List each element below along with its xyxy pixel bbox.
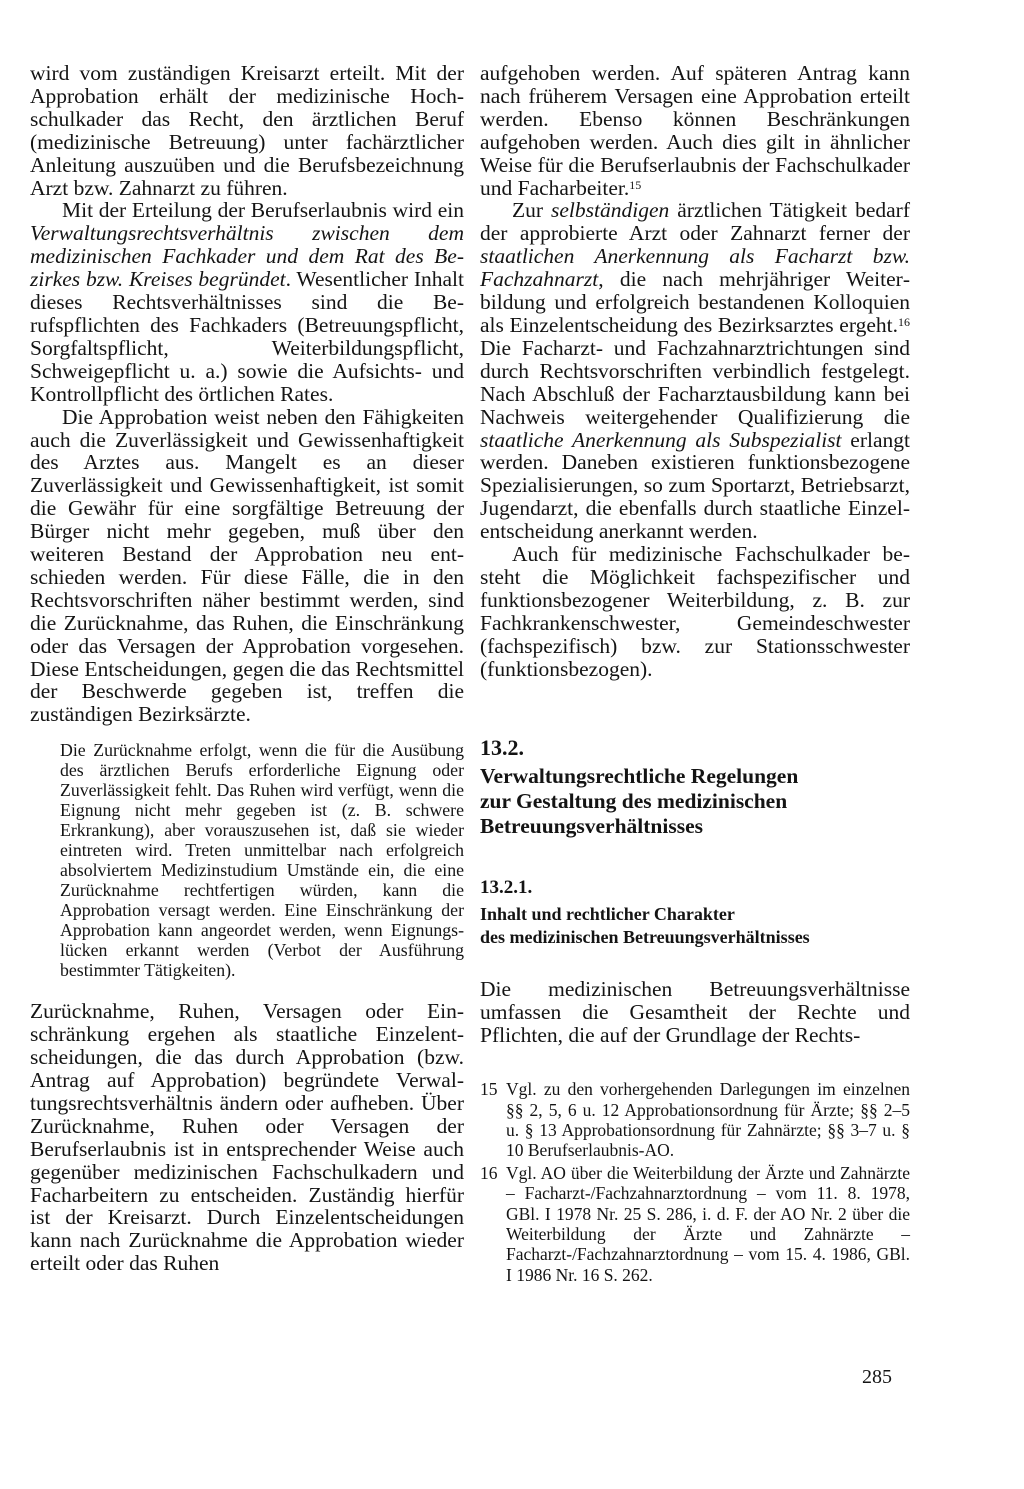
emphasis-text: staatlichen Anerkennung als Facharzt bzw. Fachzahnarzt [480, 244, 910, 292]
page-number: 285 [862, 1366, 892, 1388]
footnote [480, 1163, 910, 1285]
body-paragraph [480, 199, 910, 543]
emphasis-text: Verwaltungsrechtsverhältnis zwischen dem medizinischen Fachkader und dem Rat des Bezirkes bzw. Kreises begründet [30, 221, 464, 292]
left-column [30, 62, 464, 1275]
section-number: 13.2. [480, 735, 524, 761]
emphasis-text: staatliche Anerkennung als Subspezialist [480, 427, 842, 452]
text-run: ärztlichen Tätigkeit bedarf der approbierte Arzt oder Zahnarzt ferner der [480, 198, 910, 246]
footnote-text: Vgl. zu den vorhergehenden Darlegungen im einzelnen §§ 2, 5, 6 u. 12 Approbationsordnung für Ärzte; §§ 2–5 u. § 13 Approbationsordnung für Zahnärzte; §§ 3–7 u. § 10 Berufserlaubnis-AO. [506, 1079, 910, 1161]
small-print-note: Die Zurücknahme erfolgt, wenn die für die Ausübung des ärztlichen Berufs erforderliche Eignung oder Zuverlässigkeit fehlt. Das Ruhen wird verfügt, wenn die Eignung nicht mehr gegeben ist (z. B. schwere Erkrankung), aber vorauszusehen ist, daß sie wieder eintreten wird. Treten unmittelbar nach erfolgreich absolviertem Medizinstudium Umstände ein, die eine Zurücknahme rechtfertigen würden, kann die Approbation versagt werden. Eine Einschränkung der Approbation kann angeordet werden, wenn Eignungslücken erkannt werden (Verbot der Ausführung bestimmter Tätigkeiten). [60, 740, 464, 981]
footnotes [480, 1079, 910, 1285]
footnote [480, 1079, 910, 1161]
section-title-line: Verwaltungsrechtliche Regelungen [480, 764, 799, 789]
subsection-title [480, 903, 910, 948]
body-paragraph: wird vom zuständigen Kreisarzt erteilt. Mit der Approbation erhält der medizinische Hochschulkader das Recht, den ärztlichen Beruf (medizinische Betreuung) unter fachärztlicher Anleitung auszuüben und die Berufsbezeichnung Arzt bzw. Zahnarzt zu führen. [30, 61, 464, 200]
section-title-line: Betreuungsverhältnisses [480, 814, 703, 839]
footnote-number: 15 [480, 1079, 498, 1100]
right-column [480, 62, 910, 1287]
text-run: Zur [512, 198, 551, 223]
text-run: . Wesentlicher Inhalt dieses Rechtsverhältnisses sind die Berufspflichten des Fachkaders (Betreuungspflicht, Sorgfaltspflicht, Weiterbildungspflicht, Schweigepflicht u. a.) sowie die Aufsichts- und Kontrollpflicht des örtlichen Rates. [30, 267, 464, 406]
body-paragraph: Zurücknahme, Ruhen, Versagen oder Einschränkung ergehen als staatliche Einzelentscheidungen, die das durch Approbation (bzw. Antrag auf Approbation) begründete Verwaltungsrechtsverhältnis ändern oder aufheben. Über Zurücknahme, Ruhen oder Versagen der Berufserlaubnis ist in entsprechender Weise auch gegenüber medizinischen Fachschulkadern und Facharbeitern zu entscheiden. Zuständig hierfür ist der Kreisarzt. Durch Einzelentscheidungen kann nach Zurücknahme die Approbation wieder erteilt oder das Ruhen [30, 999, 464, 1276]
body-paragraph: Die medizinischen Betreuungsverhältnisse umfassen die Gesamtheit der Rechte und Pflichten, die auf der Grundlage der Rechts- [480, 977, 910, 1048]
section-title [480, 764, 910, 839]
subsection-title-line: Inhalt und rechtlicher Charakter [480, 904, 735, 925]
footnote-text: Vgl. AO über die Weiterbildung der Ärzte und Zahnärzte – Facharzt-/Fachzahnarztordnung – vom 11. 8. 1978, GBl. I 1978 Nr. 25 S. 286, i. d. F. der AO Nr. 2 über die Weiterbildung der Ärzte und Zahnärzte – Facharzt-/Fachzahnarztordnung – vom 15. 4. 1986, GBl. I 1986 Nr. 16 S. 262. [506, 1162, 910, 1285]
text-run: aufgehoben werden. Auf späteren Antrag kann nach früherem Versagen eine Approbation erteilt werden. Ebenso können Beschränkungen aufgehoben werden. Auch dies gilt in ähnlicher Weise für die Berufserlaubnis der Fachschulkader und Facharbeiter. [480, 61, 910, 200]
footnote-number: 16 [480, 1162, 498, 1183]
text-run: Mit der Erteilung der Berufserlaubnis wird ein [62, 198, 464, 223]
section-title-line: zur Gestaltung des medizinischen [480, 789, 788, 814]
text-run: Die Facharzt- und Fachzahnarztrichtungen sind durch Rechtsvorschriften verbindlich festgelegt. Nach Abschluß der Facharztausbildung kann bei Nachweis weitergehender Qualifizierung die [480, 335, 910, 429]
subsection-number: 13.2.1. [480, 877, 533, 899]
spacer [480, 948, 910, 978]
subsection-title-line: des medizinischen Betreuungsverhältnisses [480, 926, 810, 947]
footnote-ref: 15 [629, 177, 642, 192]
body-paragraph [30, 199, 464, 405]
body-paragraph [480, 62, 910, 199]
body-paragraph: Auch für medizinische Fachschulkader besteht die Möglichkeit fachspezifischer und funktionsbezogener Weiterbildung, z. B. zur Fachkrankenschwester, Gemeindeschwester (fachspezifisch) bzw. zur Stationsschwester (funktionsbezogen). [480, 542, 910, 681]
body-paragraph: Die Approbation weist neben den Fähigkeiten auch die Zuverlässigkeit und Gewissenhaftigkeit des Arztes aus. Mangelt es an dieser Zuverlässigkeit und Gewissenhaftigkeit, ist somit die Gewähr für eine sorgfältige Betreuung der Bürger nicht mehr gegeben, muß über den weiteren Bestand der Approbation neu entschieden werden. Für diese Fälle, die in den Rechtsvorschriften näher bestimmt werden, sind die Zurücknahme, das Ruhen, die Einschränkung oder das Versagen der Approbation vorgesehen. Diese Entscheidungen, gegen die das Rechtsmittel der Beschwerde gegeben ist, treffen die zuständigen Bezirksärzte. [30, 404, 464, 727]
text-run: , die nach mehrjähriger Weiterbildung und erfolgreich bestandenen Kolloquien als Einzelentscheidung des Bezirksarztes ergeht. [480, 267, 910, 337]
emphasis-text: selbständigen [551, 198, 670, 223]
text-run: erlangt werden. Daneben existieren funktionsbezogene Spezialisierungen, so zum Sportarzt, Betriebsarzt, Jugendarzt, die ebenfalls durch staatliche Einzelentscheidung anerkannt werden. [480, 427, 910, 544]
footnote-ref: 16 [898, 314, 910, 329]
